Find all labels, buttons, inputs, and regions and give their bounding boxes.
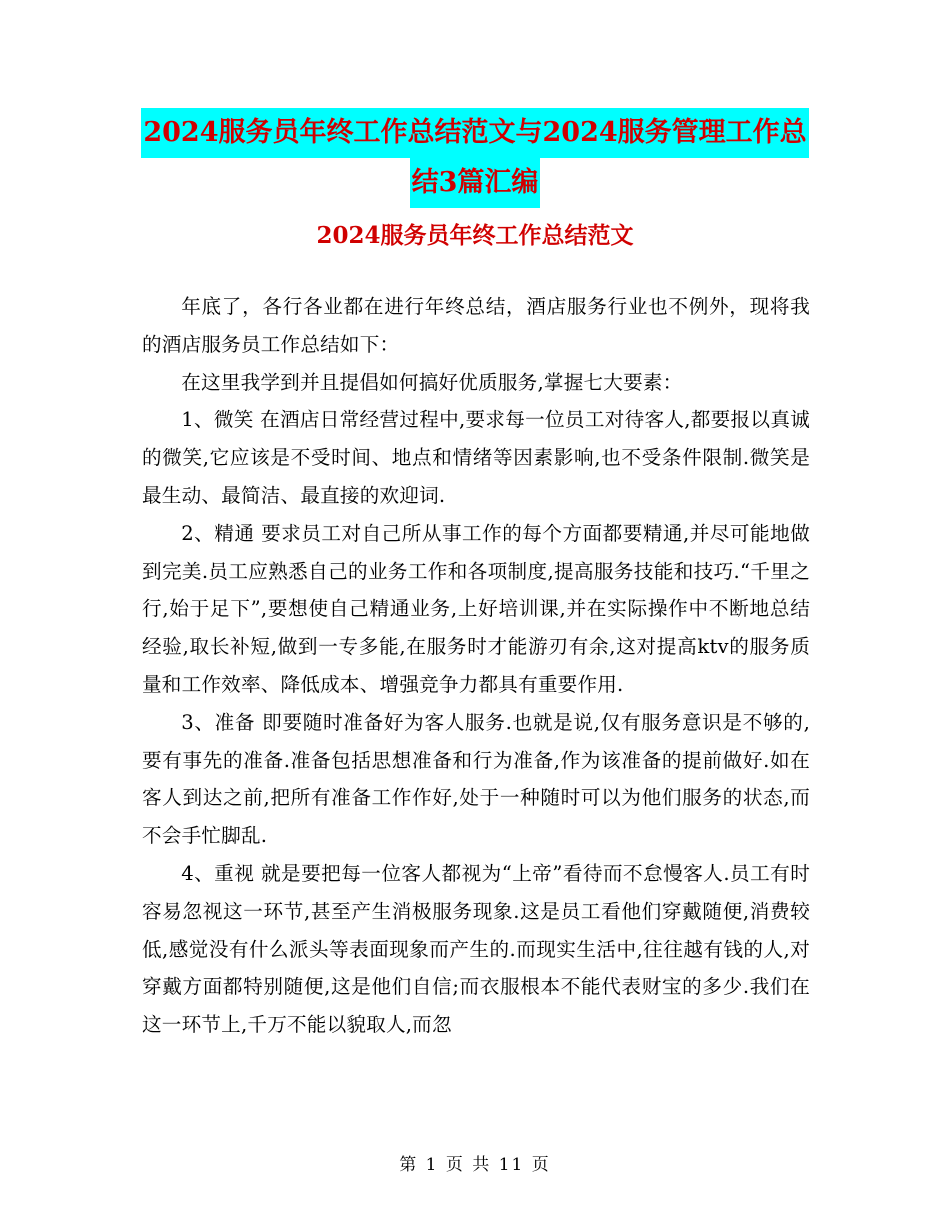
paragraph-preparation: 3、准备 即要随时准备好为客人服务.也就是说,仅有服务意识是不够的,要有事先的准备.准备包括思想准备和行为准备,作为该准备的提前做好.如在客人到达之前,把所有准备工作作好,处于一种随时可以为他们服务的状态,而不会手忙脚乱. xyxy=(142,710,810,848)
document-title-line-2: 结3篇汇编 xyxy=(410,158,541,208)
paragraph-attention: 4、重视 就是要把每一位客人都视为“上帝”看待而不怠慢客人.员工有时容易忽视这一环节,甚至产生消极服务现象.这是员工看他们穿戴随便,消费较低,感觉没有什么派头等表面现象而产生的.而现实生活中,往往越有钱的人,对穿戴方面都特别随便,这是他们自信;而衣服根本不能代表财宝的多少.我们在这一环节上,千万不能以貌取人,而忽 xyxy=(142,861,810,1037)
paragraph-intro: 年底了，各行各业都在进行年终总结，酒店服务行业也不例外，现将我的酒店服务员工作总结如下： xyxy=(142,295,810,356)
paragraph-elements: 在这里我学到并且提倡如何搞好优质服务,掌握七大要素： xyxy=(181,370,683,394)
paragraph-proficiency: 2、精通 要求员工对自己所从事工作的每个方面都要精通,并尽可能地做到完美.员工应熟悉自己的业务工作和各项制度,提高服务技能和技巧.“千里之行,始于足下”,要想使自己精通业务,上好培训课,并在实际操作中不断地总结经验,取长补短,做到一专多能,在服务时才能游刃有余,这对提高ktv的服务质量和工作效率、降低成本、增强竞争力都具有重要作用. xyxy=(142,521,810,696)
paragraph-smile: 1、微笑 在酒店日常经营过程中,要求每一位员工对待客人,都要报以真诚的微笑,它应该是不受时间、地点和情绪等因素影响,也不受条件限制.微笑是最生动、最简洁、最直接的欢迎词. xyxy=(142,408,810,507)
document-title xyxy=(0,108,950,208)
document-title-line-1: 2024服务员年终工作总结范文与2024服务管理工作总 xyxy=(141,108,808,158)
page-footer: 第 1 页 共 11 页 xyxy=(399,1155,551,1175)
section-heading: 2024服务员年终工作总结范文 xyxy=(316,222,634,249)
document-body xyxy=(142,288,810,1044)
